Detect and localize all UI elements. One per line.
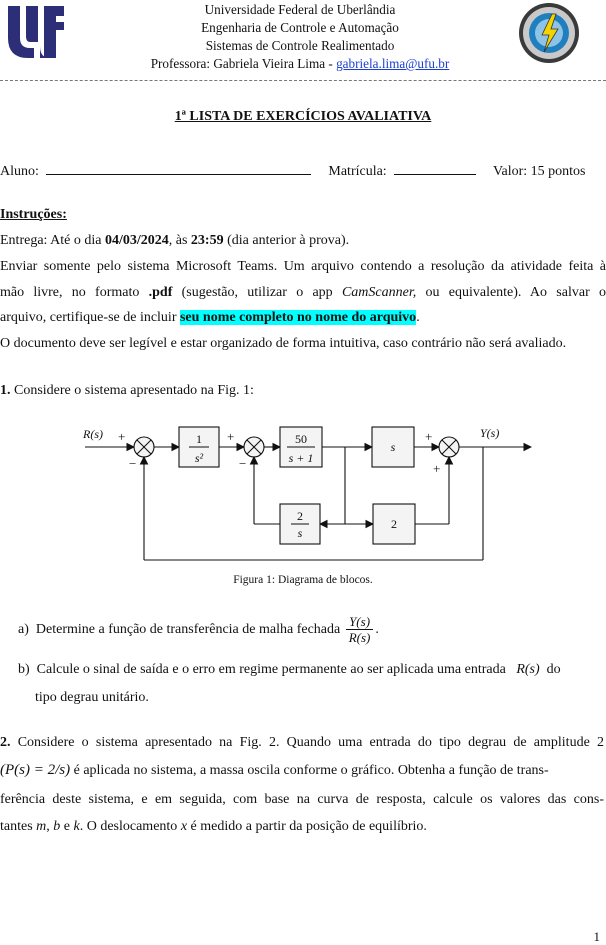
sum1-minus: − <box>129 456 137 471</box>
professor-email-link[interactable]: gabriela.lima@ufu.br <box>336 56 450 71</box>
sum3-plus-left: + <box>425 429 433 444</box>
professor-name: Professora: Gabriela Vieira Lima - <box>150 56 337 71</box>
instructions-line-1: Entrega: Até o dia 04/03/2024, às 23:59 (dia anterior à prova). <box>0 233 350 248</box>
matricula-label: Matrícula: <box>328 164 387 179</box>
header-divider <box>0 80 606 81</box>
figure-1-caption: Figura 1: Diagrama de blocos. <box>233 574 373 586</box>
g2-num: 50 <box>295 432 307 446</box>
q2-line-4: tantes m, b e k. O deslocamento x é medido a partir da posição de equilíbrio. <box>0 819 427 834</box>
q1-statement: 1. Considere o sistema apresentado na Fig. 1: <box>0 383 254 398</box>
q2-line-1: 2. Considere o sistema apresentado na Fig. 2. Quando uma entrada do tipo degrau de amplitude 2 <box>0 735 604 750</box>
sum1-plus: + <box>118 429 126 444</box>
header-course: Engenharia de Controle e Automação <box>201 20 399 35</box>
sum2-minus: − <box>239 456 247 471</box>
instructions-line-4: arquivo, certifique-se de incluir seu nome completo no nome do arquivo. <box>0 310 420 325</box>
highlighted-filename-note: seu nome completo no nome do arquivo <box>179 310 417 325</box>
engineering-seal-logo <box>518 2 580 69</box>
page-number: 1 <box>593 929 600 944</box>
q1-item-b-2: tipo degrau unitário. <box>35 690 149 705</box>
ufu-logo <box>4 2 68 67</box>
h1-den: s <box>297 526 303 540</box>
sum3-plus-bottom: + <box>433 461 441 476</box>
input-label: R(s) <box>83 427 103 441</box>
instructions-heading: Instruções: <box>0 207 67 222</box>
h2-label: 2 <box>391 517 397 531</box>
header-discipline: Sistemas de Controle Realimentado <box>205 38 395 53</box>
output-label: Y(s) <box>480 426 500 440</box>
q2-line-3: ferência deste sistema, e em seguida, com base na curva de resposta, calcule os valores das cons- <box>0 792 604 807</box>
valor-text: Valor: 15 pontos <box>492 164 586 179</box>
sum2-plus: + <box>227 429 235 444</box>
closed-loop-tf-fraction: $\frac{Y(s)}{R(s)}$ <box>346 614 374 645</box>
g1-num: 1 <box>196 432 202 446</box>
header-professor <box>110 55 490 73</box>
student-line <box>0 160 606 182</box>
instructions-line-5: O documento deve ser legível e estar organizado de forma intuitiva, caso contrário não será avaliado. <box>0 336 567 351</box>
q2-line-2: (P(s) = 2/s) é aplicada no sistema, a massa oscila conforme o gráfico. Obtenha a função de trans- <box>0 762 549 778</box>
g2-den: s + 1 <box>288 451 314 465</box>
block-diagram <box>75 418 535 573</box>
q1-item-a: a) Determine a função de transferência de malha fechada $\frac{Y(s)}{R(s)}$ . <box>18 614 379 646</box>
instructions-line-2: Enviar somente pelo sistema Microsoft Teams. Um arquivo contendo a resolução da atividade feita à <box>0 259 606 274</box>
header-university: Universidade Federal de Uberlândia <box>204 2 396 17</box>
instructions-line-3: mão livre, no formato .pdf (sugestão, utilizar o app CamScanner, ou equivalente). Ao salvar o <box>0 285 606 300</box>
h1-num: 2 <box>297 509 303 523</box>
aluno-field[interactable] <box>46 160 311 175</box>
g3-label: s <box>390 440 396 454</box>
page-title: 1ª LISTA DE EXERCÍCIOS AVALIATIVA <box>174 109 432 124</box>
aluno-label: Aluno: <box>0 164 39 179</box>
g1-den: s² <box>194 451 204 465</box>
q1-item-b-1: b) Calcule o sinal de saída e o erro em regime permanente ao ser aplicada uma entrada R(s) do <box>18 662 561 677</box>
step-input-expression: (P(s) = 2/s) <box>0 762 71 778</box>
matricula-field[interactable] <box>394 160 476 175</box>
